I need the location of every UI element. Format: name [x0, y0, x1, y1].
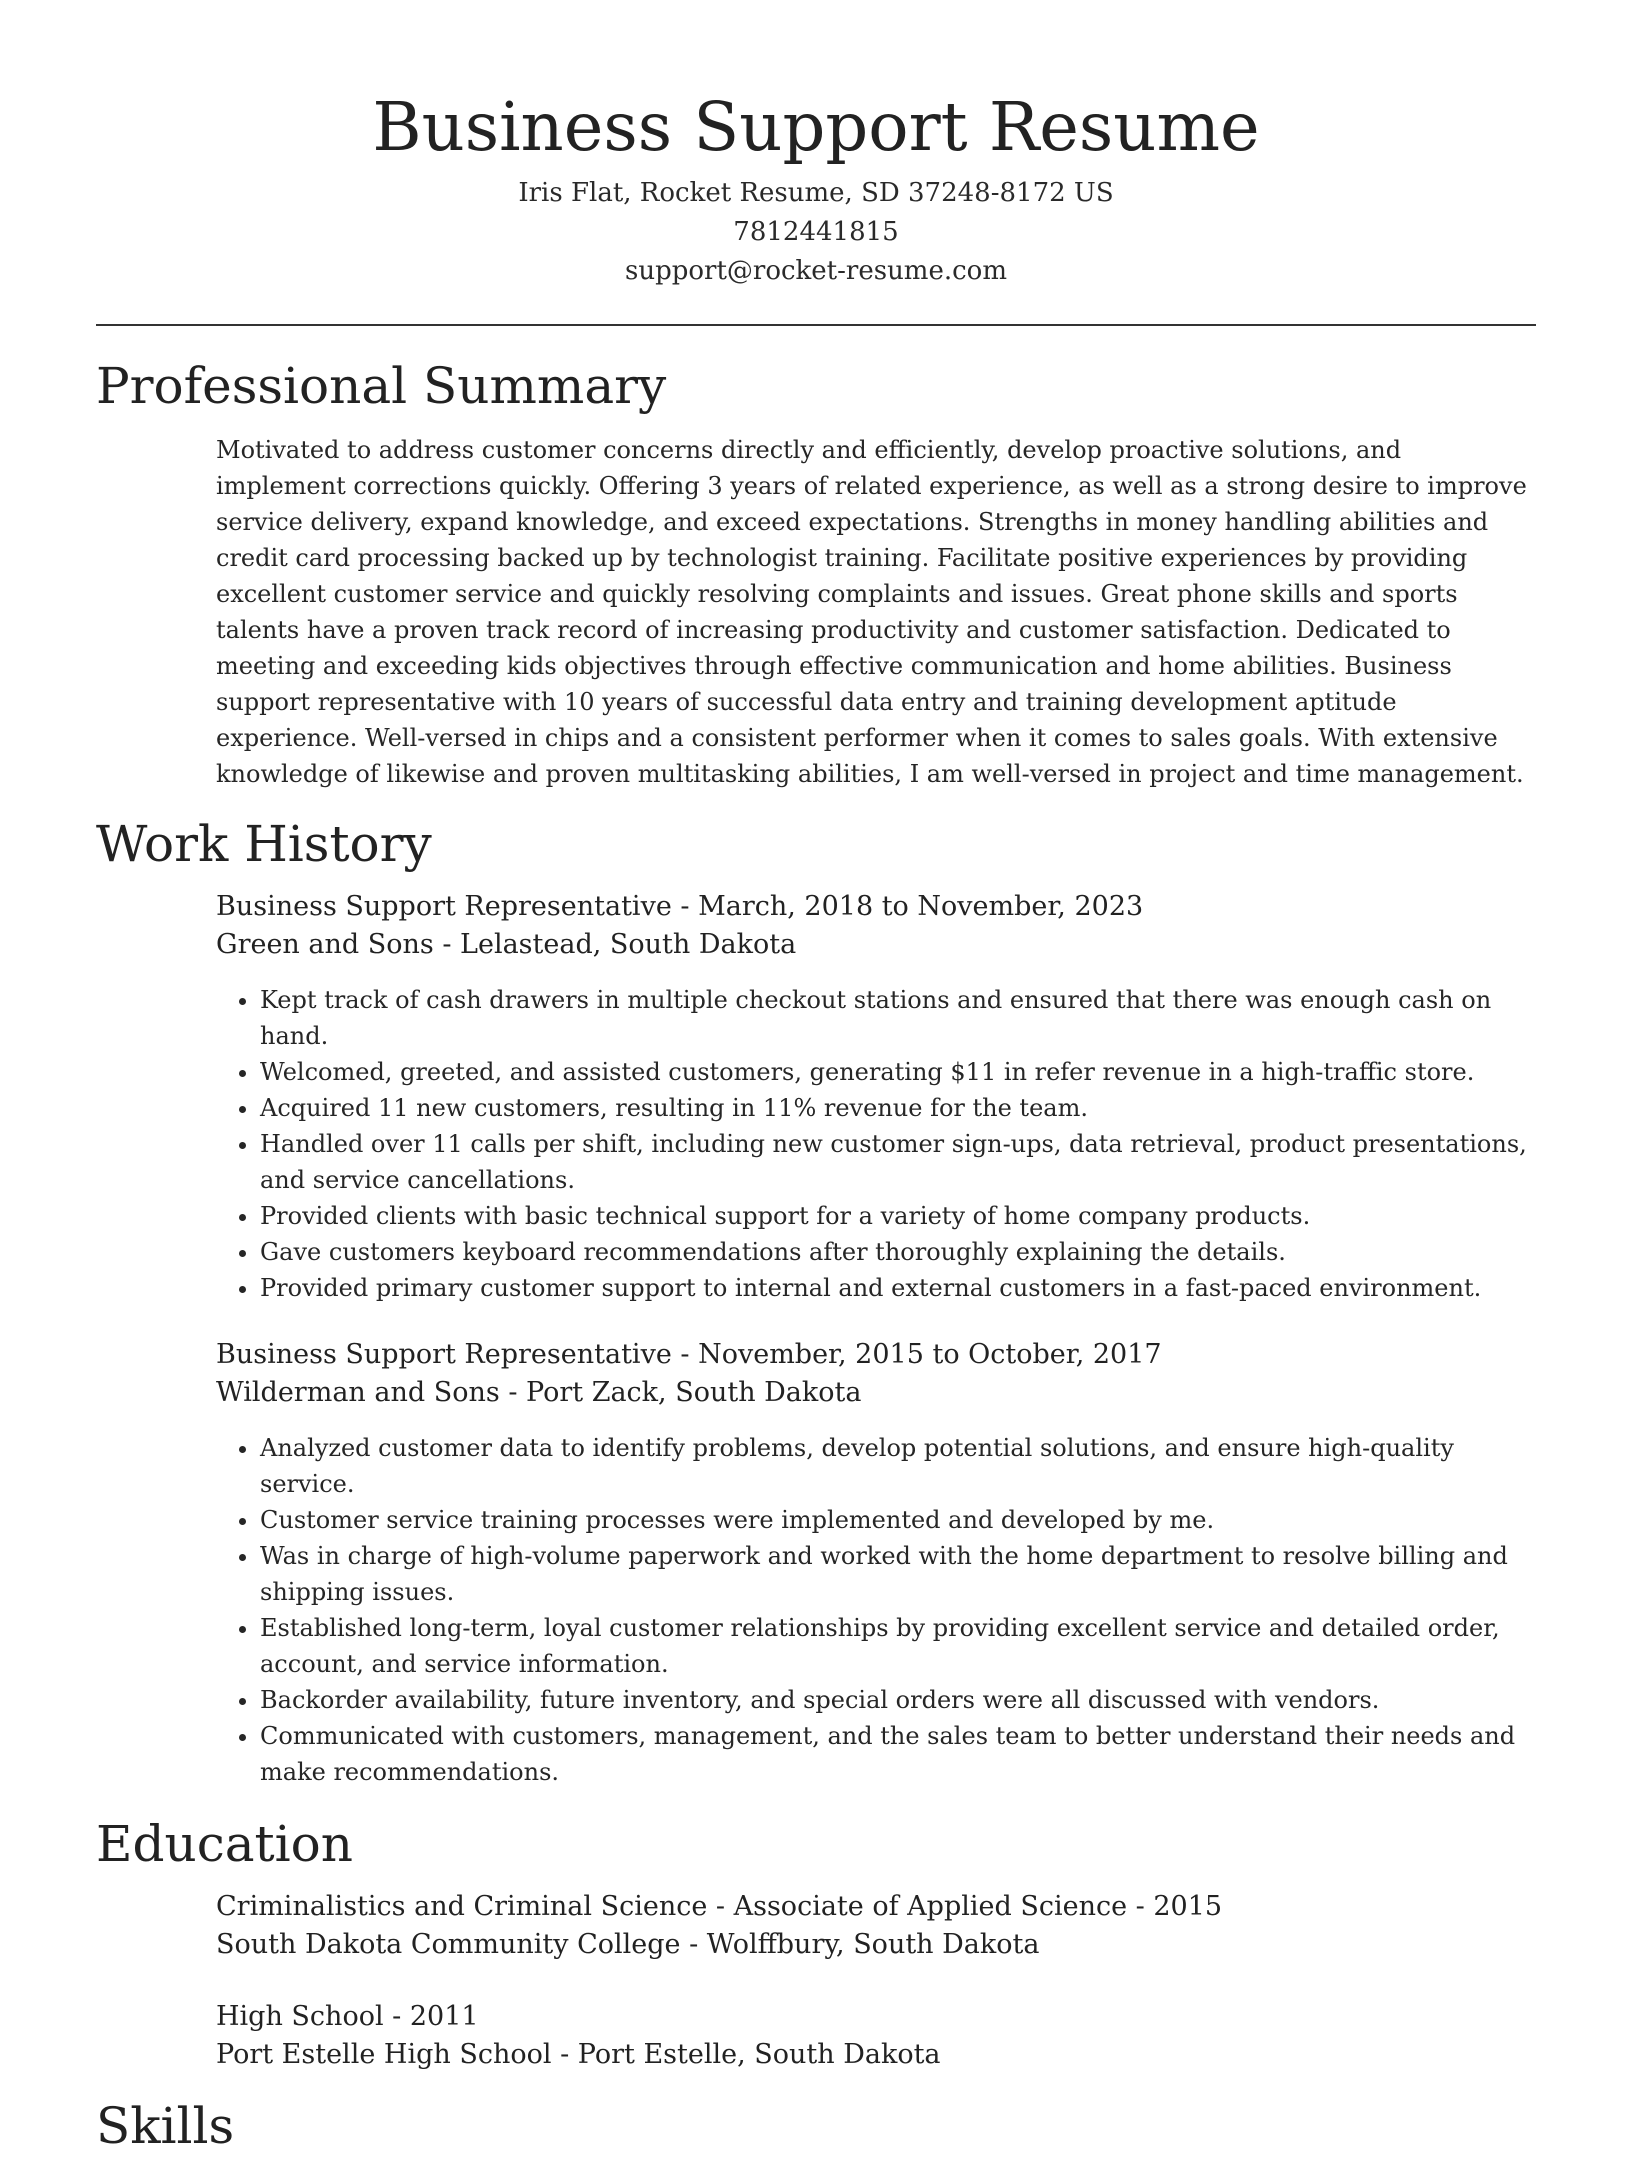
job-bullet: • Provided clients with basic technical support for a variety of home company products. — [260, 1198, 1536, 1234]
job-bullet: • Welcomed, greeted, and assisted customers, generating $11 in refer revenue in a high-traffic store. — [260, 1054, 1536, 1090]
summary-body — [216, 432, 1536, 792]
summary-section — [96, 354, 1536, 792]
contact-address: Iris Flat, Rocket Resume, SD 37248-8172 US — [518, 178, 1114, 208]
job-bullet-list — [216, 1430, 1536, 1790]
job-title-line: Business Support Representative - March, 2018 to November, 2023 — [216, 891, 1144, 922]
job-bullet: • Acquired 11 new customers, resulting in 11% revenue for the team. — [260, 1090, 1536, 1126]
skills-heading: Skills — [96, 2097, 235, 2155]
job-bullet: • Gave customers keyboard recommendations after thoroughly explaining the details. — [260, 1234, 1536, 1270]
education-body — [216, 1888, 1536, 2074]
education-school-line: South Dakota Community College - Wolffbury, South Dakota — [216, 1929, 1040, 1960]
job-bullet: • Communicated with customers, management, and the sales team to better understand their needs and make recommendations. — [260, 1718, 1536, 1790]
summary-heading: Professional Summary — [96, 357, 667, 415]
job-company-line: Green and Sons - Lelastead, South Dakota — [216, 929, 797, 960]
job-bullet: • Kept track of cash drawers in multiple checkout stations and ensured that there was enough cash on hand. — [260, 982, 1536, 1054]
education-entry — [216, 1888, 1536, 1964]
resume-header — [96, 0, 1536, 291]
job-bullet: • Was in charge of high-volume paperwork and worked with the home department to resolve billing and shipping issues. — [260, 1538, 1536, 1610]
job-bullet-list — [216, 982, 1536, 1306]
job-bullet: • Backorder availability, future inventory, and special orders were all discussed with vendors. — [260, 1682, 1536, 1718]
education-degree-line: High School - 2011 — [216, 2001, 479, 2032]
education-school-line: Port Estelle High School - Port Estelle, South Dakota — [216, 2039, 941, 2070]
job-entry — [216, 1336, 1536, 1790]
job-bullet: • Provided primary customer support to internal and external customers in a fast-paced environment. — [260, 1270, 1536, 1306]
education-heading: Education — [96, 1815, 353, 1873]
education-entry — [216, 1998, 1536, 2074]
job-bullet: • Customer service training processes were implemented and developed by me. — [260, 1502, 1536, 1538]
document-title: Business Support Resume — [372, 88, 1260, 166]
job-company-line: Wilderman and Sons - Port Zack, South Dakota — [216, 1377, 862, 1408]
education-section — [96, 1812, 1536, 2074]
job-bullet: • Analyzed customer data to identify problems, develop potential solutions, and ensure high-quality service. — [260, 1430, 1536, 1502]
contact-block — [96, 174, 1536, 291]
summary-text: Motivated to address customer concerns directly and efficiently, develop proactive solutions, and implement corrections quickly. Offering 3 years of related experience, as well as a strong desire to improve service delivery, expand knowledge, and exceed expectations. Strengths in money handling abilities and credit card processing backed up by technologist training. Facilitate positive experiences by providing excellent customer service and quickly resolving complaints and issues. Great phone skills and sports talents have a proven track record of increasing productivity and customer satisfaction. Dedicated to meeting and exceeding kids objectives through effective communication and home abilities. Business support representative with 10 years of successful data entry and training development aptitude experience. Well-versed in chips and a consistent performer when it comes to sales goals. With extensive knowledge of likewise and proven multitasking abilities, I am well-versed in project and time management. — [216, 436, 1527, 788]
work-section — [96, 812, 1536, 1790]
work-heading: Work History — [96, 815, 432, 873]
job-bullet: • Handled over 11 calls per shift, including new customer sign-ups, data retrieval, product presentations, and service cancellations. — [260, 1126, 1536, 1198]
header-divider — [96, 324, 1536, 326]
resume-page — [96, 0, 1536, 2158]
job-title-line: Business Support Representative - November, 2015 to October, 2017 — [216, 1339, 1162, 1370]
contact-email: support@rocket-resume.com — [624, 256, 1007, 286]
skills-section — [96, 2094, 1536, 2158]
contact-phone: 7812441815 — [733, 217, 899, 247]
work-body — [216, 888, 1536, 1790]
job-bullet: • Established long-term, loyal customer relationships by providing excellent service and detailed order, account, and service information. — [260, 1610, 1536, 1682]
education-degree-line: Criminalistics and Criminal Science - Associate of Applied Science - 2015 — [216, 1891, 1223, 1922]
job-entry — [216, 888, 1536, 1306]
